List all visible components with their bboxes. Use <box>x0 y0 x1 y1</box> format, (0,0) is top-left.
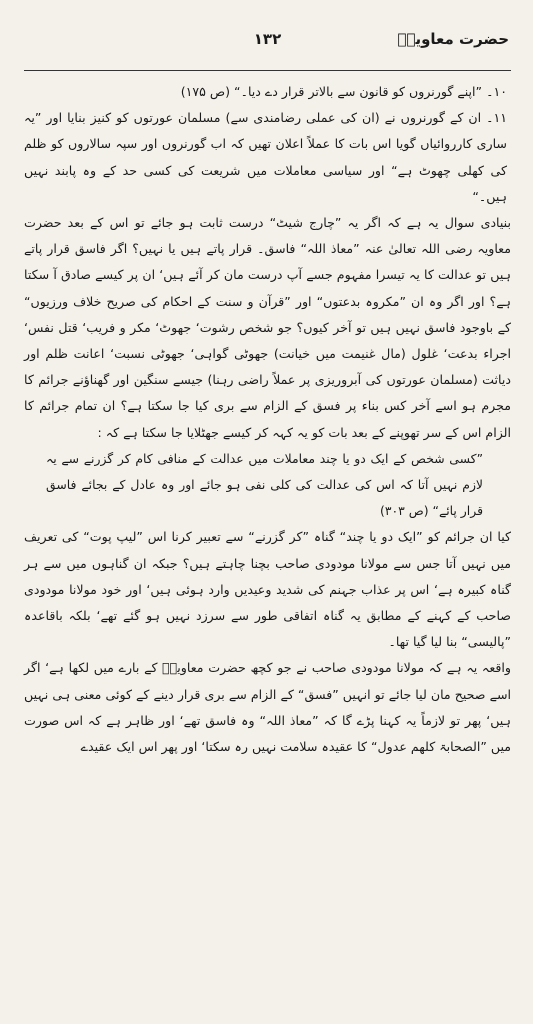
body-paragraph: بنیادی سوال یہ ہے کہ اگر یہ ”چارج شیٹ“ درست ثابت ہو جائے تو اس کے بعد حضرت معاویہ رضی اللہ تعالیٰ عنہ ”معاذ اللہ“ فاسق۔ قرار پاتے ہیں یا نہیں؟ اگر فاسق قرار پاتے ہیں تو عدالت کا یہ تیسرا مفہوم جسے آپ درست مان کر آئے ہیں‘ ان پر کیسے صادق آ سکتا ہے؟ اور اگر وہ ان ”مکروہ بدعتوں“ اور ”قرآن و سنت کے احکام کی صریح خلاف ورزیوں“ کے باوجود فاسق نہیں ہیں تو آخر کیوں؟ جو شخص رشوت‘ جھوٹ‘ مکر و فریب‘ قتل نفس‘ اجراء بدعت‘ غلول (مال غنیمت میں خیانت) جھوٹی گواہی‘ جھوٹی نسبت‘ اعانت ظلم اور دیاثت (مسلمان عورتوں کی آبروریزی پر عملاً راضی رہنا) جیسے سنگین اور گھناؤنے جرائم کا مجرم ہو اسے آخر کس بناء پر فسق کے الزام سے بری کیا جا سکتا ہے؟ ان تمام جرائم کا الزام اس کے سر تھوپنے کے بعد بات کو یہ کہہ کر کیسے جھٹلایا جا سکتا ہے کہ : <box>24 215 511 440</box>
point-10: ۱۰۔ ”اپنے گورنروں کو قانون سے بالاتر قرار دے دیا۔“ (ص ۱۷۵) <box>180 84 507 99</box>
point-11: ۱۱۔ ان کے گورنروں نے (ان کی عملی رضامندی سے) مسلمان عورتوں کو کنیز بنایا اور ”یہ ساری کارروائیاں گویا اس بات کا عملاً اعلان تھیں کہ اب گورنروں اور سپہ سالاروں کو ظلم کی کھلی چھوٹ ہے“ اور سیاسی معاملات میں شریعت کی کسی حد کے وہ پابند نہیں ہیں۔“ <box>24 110 507 204</box>
block-quote: ”کسی شخص کے ایک دو یا چند معاملات میں عدالت کے منافی کام کر گزرنے سے یہ لازم نہیں آتا کہ اس کی عدالت کی کلی نفی ہو جائے اور وہ عادل کے بجائے فاسق قرار پائے“ (ص ۳۰۳) <box>46 450 483 519</box>
body-paragraph: واقعہ یہ ہے کہ مولانا مودودی صاحب نے جو کچھ حضرت معاویہؓ کے بارے میں لکھا ہے‘ اگر اسے صحیح مان لیا جائے تو انہیں ”فسق“ کے الزام سے بری قرار دینے کے کوئی معنی ہی نہیں ہیں‘ پھر تو لازماً یہ کہنا پڑے گا کہ ”معاذ اللہ“ وہ فاسق تھے‘ اور ظاہر ہے کہ اس صورت میں ”الصحابۃ کلھم عدول“ کا عقیدہ سلامت نہیں رہ سکتا‘ اور پھر اس ایک عقیدے <box>24 660 511 755</box>
page-header <box>24 26 511 71</box>
page-body <box>24 79 511 760</box>
page-number: ۱۳۲ <box>253 30 282 48</box>
body-paragraph: کیا ان جرائم کو ”ایک دو یا چند“ گناہ ”کر گزرنے“ سے تعبیر کرنا اس ”لیپ پوت“ کی تعریف میں نہیں آتا جس سے مولانا مودودی صاحب بچنا چاہتے ہیں؟ جبکہ ان گناہوں میں سے ہر گناہ کبیرہ ہے‘ اس پر عذاب جہنم کی شدید وعیدیں وارد ہوئی ہیں‘ اور خود مولانا مودودی صاحب کے کہنے کے مطابق یہ گناہ اتفاقی طور سے سرزد نہیں ہو گئے تھے‘ بلکہ باقاعدہ ”پالیسی“ بنا لیا گیا تھا۔ <box>24 529 511 650</box>
running-title: حضرت معاویہؓ <box>397 30 509 48</box>
